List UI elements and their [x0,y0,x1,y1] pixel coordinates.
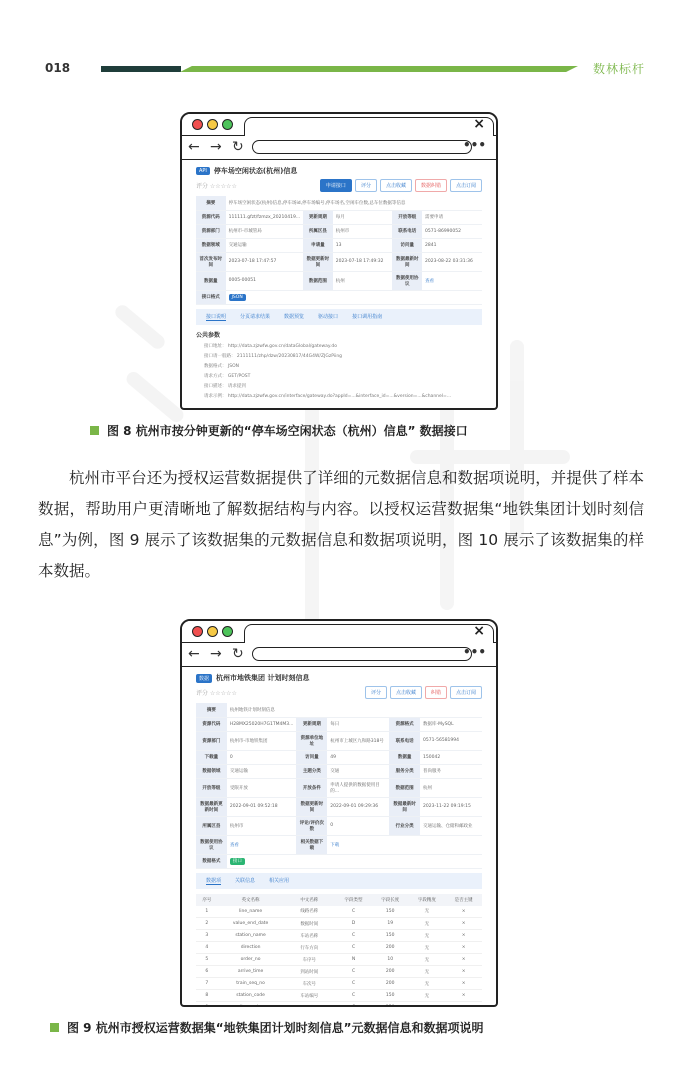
param-line: 数据格式： JSON [204,363,240,369]
metadata-value: 2023-11-22 09:19:15 [420,797,482,816]
address-bar[interactable] [252,140,472,154]
tab-close-icon[interactable]: × [473,116,485,132]
table-cell [409,1002,446,1008]
figure8-browser-window [180,112,498,410]
table-cell [372,1002,409,1008]
table-cell: train_seq_no [218,978,284,990]
metadata-key: 数据使用协议 [392,271,422,290]
metadata-row [196,271,482,290]
metadata-row [196,816,482,835]
metadata-row [196,750,482,764]
table-row [196,930,482,942]
metadata-key: 数据量 [389,750,420,764]
table-cell [335,1002,372,1008]
figure9-items-table [196,894,482,1008]
metadata-value: 2841 [422,238,482,252]
metadata-key: 接口格式 [196,290,226,304]
table-cell: 线路名称 [283,906,335,918]
favorite-button[interactable]: 点击收藏 [390,686,422,699]
metadata-key: 联系电话 [392,224,422,238]
metadata-row [196,252,482,271]
table-cell [445,1002,482,1008]
tab-2[interactable]: 数据预览 [284,313,305,320]
metadata-key: 联系电话 [389,731,420,750]
table-cell: 150 [372,930,409,942]
forward-arrow-icon[interactable]: → [210,139,222,155]
dataset-badge: 数据 [196,674,212,683]
metadata-key: 数据最新更新时间 [196,797,227,816]
metadata-value: 杭州市 [333,224,393,238]
figure9-tabs [196,873,482,889]
metadata-key: 资源代码 [196,717,227,731]
metadata-row [196,731,482,750]
tab-1[interactable]: 分页请求结果 [240,313,271,320]
table-cell: 车站编号 [283,990,335,1002]
close-window-icon[interactable] [192,626,203,637]
metadata-value: H28MX25020H7G1TM4M3... [227,717,297,731]
metadata-value: 13 [333,238,393,252]
metadata-value: 交通运输 [226,238,304,252]
table-cell: 4 [196,942,218,954]
report-error-button[interactable]: 纠错 [425,686,447,699]
browser-navbar [182,136,496,160]
browser-tab[interactable] [244,624,494,643]
table-cell [218,1002,284,1008]
metadata-value: 2023-07-18 17:47:57 [226,252,304,271]
table-row [196,1002,482,1008]
metadata-key: 开放条件 [296,778,327,797]
metadata-key: 数据最新时间 [392,252,422,271]
table-cell: C [335,906,372,918]
figure8-tabs [196,309,482,325]
minimize-window-icon[interactable] [207,626,218,637]
table-row [196,954,482,966]
header-bar-dark [101,66,181,72]
figure9-browser-window [180,619,498,1007]
table-cell: station_name [218,930,284,942]
more-menu-icon[interactable]: ••• [462,645,486,659]
table-cell: 200 [372,978,409,990]
metadata-value: 申请人提供的数据使用目的... [327,778,389,797]
metadata-value: 杭州市-市城管局 [226,224,304,238]
metadata-value: 交通运输 [227,764,297,778]
maximize-window-icon[interactable] [222,626,233,637]
metadata-row [196,778,482,797]
table-cell: arrive_time [218,966,284,978]
minimize-window-icon[interactable] [207,119,218,130]
rating-stars[interactable]: 评分 ☆☆☆☆☆ [196,183,237,190]
back-arrow-icon[interactable]: ← [188,139,200,155]
metadata-value: 杭州地铁计划时刻信息 [227,703,482,717]
api-badge: API [196,167,210,175]
table-cell: 3 [196,930,218,942]
forward-arrow-icon[interactable]: → [210,646,222,662]
close-window-icon[interactable] [192,119,203,130]
metadata-value: 0571-56581994 [420,731,482,750]
table-cell: 1 [196,906,218,918]
metadata-key: 申请量 [303,238,333,252]
table-cell: 2 [196,918,218,930]
figure8-content [182,160,496,409]
metadata-value: 交通 [327,764,389,778]
metadata-key: 更新周期 [296,717,327,731]
metadata-key: 访问量 [296,750,327,764]
metadata-value: 0 [227,750,297,764]
param-line: 请求示例： http://data.zjzwfw.gov.cn/interface/gateway.do?appId=...&interface_id=...&version=...&channel=... [204,393,452,399]
table-cell: N [335,954,372,966]
dataset-title: 杭州市地铁集团 计划时刻信息 [216,674,310,682]
table-cell: C [335,978,372,990]
metadata-row [196,290,482,304]
caption-square-icon [90,426,99,435]
table-cell: × [445,930,482,942]
table-cell: 8 [196,990,218,1002]
table-cell: 19 [372,918,409,930]
browser-tab[interactable] [244,117,494,136]
metadata-row [196,717,482,731]
metadata-value: 0005-00051 [226,271,304,290]
metadata-value: 2022-09-01 09:29:36 [327,797,389,816]
table-cell: 无 [409,966,446,978]
metadata-row [196,224,482,238]
metadata-value: 150042 [420,750,482,764]
table-row [196,978,482,990]
table-cell: 150 [372,990,409,1002]
figure8-params [196,343,482,399]
table-cell: 10 [372,954,409,966]
browser-titlebar [182,621,496,643]
table-cell: C [335,966,372,978]
metadata-value[interactable]: 下载 [327,835,482,854]
metadata-value: 需要申请 [422,210,482,224]
metadata-key: 首次发布时间 [196,252,226,271]
table-header: 英文名称 [218,894,284,906]
maximize-window-icon[interactable] [222,119,233,130]
metadata-value[interactable]: 查看 [227,835,297,854]
table-cell: 无 [409,906,446,918]
metadata-key: 数据更新时间 [296,797,327,816]
table-cell: × [445,906,482,918]
section-title: 公共参数 [196,331,221,339]
metadata-value: 交通运输、仓储和邮政业 [420,816,482,835]
metadata-key: 下载量 [196,750,227,764]
table-cell: 无 [409,930,446,942]
table-row [196,966,482,978]
table-header: 序号 [196,894,218,906]
metadata-key: 行业分类 [389,816,420,835]
metadata-key: 主题分类 [296,764,327,778]
table-cell: 车次号 [283,978,335,990]
table-cell: C [335,942,372,954]
metadata-value: 2023-07-18 17:49:32 [333,252,393,271]
table-cell: 车站名称 [283,930,335,942]
metadata-value: 受限开放 [227,778,297,797]
table-cell: × [445,942,482,954]
param-line: 接口地址： http://data.zjzwfw.gov.cn/dataGlobal/gateway.do [204,343,337,349]
tab-0[interactable]: 接口说明 [206,313,227,320]
metadata-key: 资源部门 [196,731,227,750]
table-cell: 无 [409,990,446,1002]
table-cell: 200 [372,966,409,978]
table-row [196,942,482,954]
metadata-key: 摘要 [196,196,226,210]
metadata-value: 数据库-MySQL [420,717,482,731]
param-line: 接口描述： 请求提到 [204,383,246,389]
figure9-content [182,667,496,1007]
subscribe-button[interactable]: 点击订阅 [450,686,482,699]
table-cell: × [445,966,482,978]
reload-icon[interactable]: ↻ [232,139,244,155]
table-cell: 无 [409,918,446,930]
table-cell: 车序号 [283,954,335,966]
page-header [0,58,680,82]
table-row [196,906,482,918]
caption-square-icon [50,1023,59,1032]
metadata-row [196,854,482,868]
metadata-key: 资源部门 [196,224,226,238]
brand-label: 数林标杆 [593,62,646,76]
table-cell: D [335,918,372,930]
metadata-row [196,835,482,854]
metadata-value: 杭州市上城区九和路318号 [327,731,389,750]
metadata-key: 资源格式 [389,717,420,731]
body-paragraph: 杭州市平台还为授权运营数据提供了详细的元数据信息和数据项说明，并提供了样本数据，帮助用户更清晰地了解数据结构与内容。以授权运营数据集“地铁集团计划时刻信息”为例，图 9 展示了该数据集的元数据信息和数据项说明，图 10 展示了该数据集的样本数据。 [38,469,644,580]
table-row [196,918,482,930]
tab-close-icon[interactable]: × [473,623,485,639]
metadata-row [196,238,482,252]
metadata-value: 0 [327,816,389,835]
table-cell: 150 [372,906,409,918]
api-title: 停车场空闲状态(杭州)信息 [213,167,298,175]
table-header: 字段类型 [335,894,372,906]
table-cell [196,1002,218,1008]
table-cell: 无 [409,942,446,954]
metadata-key: 所属区县 [303,224,333,238]
metadata-key: 资源单位地址 [296,731,327,750]
metadata-key: 服务分类 [389,764,420,778]
metadata-row [196,196,482,210]
table-cell: 6 [196,966,218,978]
metadata-value: 杭州市-市地铁集团 [227,731,297,750]
metadata-key: 数据格式 [196,854,227,868]
figure8-caption: 图 8 杭州市按分钟更新的“停车场空闲状态（杭州）信息” 数据接口 [90,422,468,439]
metadata-value: 每日 [327,717,389,731]
rating-stars[interactable]: 评分 ☆☆☆☆☆ [196,690,237,697]
table-cell: line_name [218,906,284,918]
metadata-key: 评论/评价次数 [296,816,327,835]
table-header: 字段长度 [372,894,409,906]
table-cell: 200 [372,942,409,954]
table-cell: × [445,990,482,1002]
table-cell: × [445,978,482,990]
metadata-key: 数据使用协议 [196,835,227,854]
table-cell: order_no [218,954,284,966]
table-cell: 行车方向 [283,942,335,954]
metadata-key: 访问量 [392,238,422,252]
metadata-value[interactable]: 查看 [422,271,482,290]
favorite-button[interactable]: 点击收藏 [380,179,412,192]
browser-navbar [182,643,496,667]
apply-interface-button[interactable]: 申请接口 [320,179,352,192]
metadata-value: 普尚服务 [420,764,482,778]
table-cell [283,1002,335,1008]
metadata-row [196,703,482,717]
table-cell: C [335,990,372,1002]
metadata-value: 2023-08-22 03:31:36 [422,252,482,271]
metadata-key: 数据领域 [196,238,226,252]
metadata-value: 每月 [333,210,393,224]
subscribe-button[interactable]: 点击订阅 [450,179,482,192]
metadata-key: 资源代码 [196,210,226,224]
param-line: 接口请一般路： 2111111/zhp/dzw/20230817/44G4W/ZJGzPiing [204,353,343,359]
table-cell: 7 [196,978,218,990]
tab-0[interactable]: 数据项 [206,877,222,884]
metadata-value: 0571-86990052 [422,224,482,238]
table-header: 是否主键 [445,894,482,906]
metadata-key: 数据领域 [196,764,227,778]
metadata-key: 更新周期 [303,210,333,224]
metadata-key: 数据范围 [303,271,333,290]
metadata-value: JSON [226,290,482,304]
table-cell: × [445,954,482,966]
metadata-value: 停车场空闲状态(杭州)信息,停车场id,停车场编号,停车场名,空闲车位数,总车位数据等信息 [226,196,482,210]
metadata-key: 数据量 [196,271,226,290]
browser-titlebar [182,114,496,136]
table-cell: 数据时间 [283,918,335,930]
figure9-metadata-table [196,703,482,869]
metadata-value: 接口 [227,854,482,868]
back-arrow-icon[interactable]: ← [188,646,200,662]
table-cell: 无 [409,954,446,966]
report-error-button[interactable]: 数据纠错 [415,179,447,192]
table-cell: × [445,918,482,930]
metadata-value: 111111.gfzt/fzmzx_20210419... [226,210,304,224]
figure9-caption: 图 9 杭州市授权运营数据集“地铁集团计划时刻信息”元数据信息和数据项说明 [50,1019,483,1036]
metadata-value: 2022-09-01 09:52:18 [227,797,297,816]
reload-icon[interactable]: ↻ [232,646,244,662]
metadata-row [196,797,482,816]
metadata-key: 所属区县 [196,816,227,835]
metadata-key: 开放等级 [392,210,422,224]
address-bar[interactable] [252,647,472,661]
figure8-metadata-table [196,196,482,305]
header-bar-green [180,66,578,72]
table-cell: value_end_date [218,918,284,930]
table-cell: station_code [218,990,284,1002]
metadata-key: 数据最新时间 [389,797,420,816]
table-cell: direction [218,942,284,954]
table-cell: 5 [196,954,218,966]
table-cell: C [335,930,372,942]
metadata-row [196,764,482,778]
metadata-key: 相关数据下载 [296,835,327,854]
tab-4[interactable]: 接口调用指南 [352,313,383,320]
metadata-key: 数据更新时间 [303,252,333,271]
table-row [196,990,482,1002]
metadata-value: 杭州 [333,271,393,290]
metadata-value: 49 [327,750,389,764]
table-header: 字段精度 [409,894,446,906]
param-line: 请求方式： GET/POST [204,373,251,379]
metadata-key: 摘要 [196,703,227,717]
rate-button[interactable]: 评分 [355,179,377,192]
metadata-value: 杭州 [420,778,482,797]
table-cell: 无 [409,978,446,990]
tab-2[interactable]: 相关应用 [269,877,290,884]
metadata-key: 开放等级 [196,778,227,797]
table-cell: 到站时间 [283,966,335,978]
rate-button[interactable]: 评分 [365,686,387,699]
more-menu-icon[interactable]: ••• [462,138,486,152]
tab-1[interactable]: 关联信息 [235,877,256,884]
metadata-key: 数据范围 [389,778,420,797]
metadata-row [196,210,482,224]
page-number: 018 [45,61,71,75]
metadata-value: 杭州市 [227,816,297,835]
tab-3[interactable]: 驱动接口 [318,313,339,320]
table-header: 中文名称 [283,894,335,906]
